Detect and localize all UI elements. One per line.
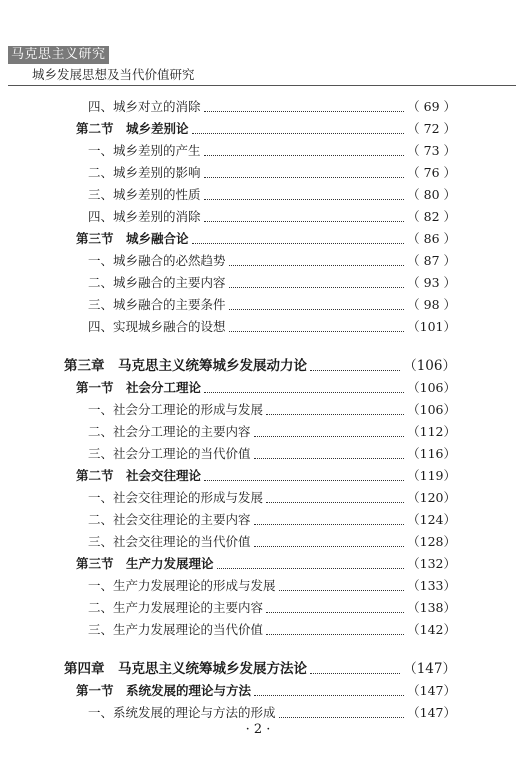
dot-leader [229, 279, 405, 288]
toc-item [88, 294, 456, 316]
toc-item [88, 531, 456, 553]
dot-leader [204, 147, 405, 156]
toc-page: （132） [407, 556, 456, 571]
toc-title: 三、城乡融合的主要条件 [88, 297, 226, 312]
toc-page: （138） [407, 600, 456, 615]
toc-page: （ 98 ） [407, 297, 456, 312]
dot-leader [204, 384, 404, 393]
toc-item [88, 575, 456, 597]
toc-item [88, 619, 456, 641]
toc-section [76, 118, 456, 140]
toc-title: 三、社会交往理论的当代价值 [88, 534, 251, 549]
toc-page: （ 76 ） [407, 165, 456, 180]
toc-title: 三、城乡差别的性质 [88, 187, 201, 202]
toc-item [88, 487, 456, 509]
toc-page: （124） [407, 512, 456, 527]
toc-page: （ 73 ） [407, 143, 456, 158]
dot-leader [254, 428, 405, 437]
toc-page: （120） [407, 490, 456, 505]
toc-item [88, 421, 456, 443]
toc-item [88, 702, 456, 724]
dot-leader [279, 582, 405, 591]
dot-leader [192, 125, 405, 134]
toc-item [88, 250, 456, 272]
toc-page: （147） [407, 705, 456, 720]
dot-leader [204, 103, 405, 112]
toc-section [76, 465, 456, 487]
toc-item [88, 509, 456, 531]
toc-title: 第三节 生产力发展理论 [76, 556, 214, 571]
toc-title: 第三章 马克思主义统筹城乡发展动力论 [64, 358, 307, 374]
toc-item [88, 597, 456, 619]
dot-leader [254, 687, 404, 696]
book-title: 城乡发展思想及当代价值研究 [32, 67, 195, 82]
dot-leader [204, 169, 405, 178]
toc-page: （ 93 ） [407, 275, 456, 290]
toc-section [76, 553, 456, 575]
toc-title: 一、社会交往理论的形成与发展 [88, 490, 264, 505]
toc-page: （ 82 ） [407, 209, 456, 224]
dot-leader [266, 626, 404, 635]
toc-section [76, 228, 456, 250]
toc-page: （106） [403, 358, 456, 374]
toc-item [88, 206, 456, 228]
toc-page: （ 69 ） [407, 99, 456, 114]
toc-item [88, 96, 456, 118]
toc-item [88, 140, 456, 162]
series-tag: 马克思主义研究 [8, 46, 109, 64]
toc-item [88, 316, 456, 338]
dot-leader [204, 213, 405, 222]
dot-leader [266, 604, 404, 613]
toc-page: （116） [407, 446, 456, 461]
page-number: · 2 · [245, 722, 271, 737]
toc-title: 一、城乡差别的产生 [88, 143, 201, 158]
toc-page: （ 72 ） [407, 121, 456, 136]
toc-page: （142） [407, 622, 456, 637]
toc-chapter [64, 658, 456, 680]
toc-title: 二、社会分工理论的主要内容 [88, 424, 251, 439]
toc-section [76, 377, 456, 399]
toc-title: 一、生产力发展理论的形成与发展 [88, 578, 276, 593]
dot-leader [229, 301, 405, 310]
toc-title: 三、社会分工理论的当代价值 [88, 446, 251, 461]
dot-leader [254, 450, 405, 459]
toc-title: 二、城乡融合的主要内容 [88, 275, 226, 290]
dot-leader [229, 257, 405, 266]
toc-title: 二、城乡差别的影响 [88, 165, 201, 180]
toc-title: 第三节 城乡融合论 [76, 231, 189, 246]
toc-page: （128） [407, 534, 456, 549]
toc-page: （112） [407, 424, 456, 439]
toc-title: 二、社会交往理论的主要内容 [88, 512, 251, 527]
dot-leader [229, 323, 405, 332]
toc-title: 四、城乡对立的消除 [88, 99, 201, 114]
toc-title: 第一节 系统发展的理论与方法 [76, 683, 252, 698]
toc-title: 三、生产力发展理论的当代价值 [88, 622, 264, 637]
dot-leader [310, 665, 400, 674]
toc-page: （ 86 ） [407, 231, 456, 246]
toc-title: 第四章 马克思主义统筹城乡发展方法论 [64, 661, 307, 677]
toc-title: 第二节 城乡差别论 [76, 121, 189, 136]
toc-title: 一、系统发展的理论与方法的形成 [88, 705, 276, 720]
toc-item [88, 399, 456, 421]
dot-leader [204, 191, 405, 200]
toc-item [88, 443, 456, 465]
dot-leader [310, 362, 400, 371]
toc-title: 一、社会分工理论的形成与发展 [88, 402, 264, 417]
dot-leader [266, 494, 404, 503]
toc-page: （ 80 ） [407, 187, 456, 202]
dot-leader [204, 472, 404, 481]
toc-page: （ 87 ） [407, 253, 456, 268]
toc-page: （119） [407, 468, 456, 483]
toc-section [76, 680, 456, 702]
dot-leader [266, 406, 404, 415]
toc-title: 一、城乡融合的必然趋势 [88, 253, 226, 268]
dot-leader [217, 560, 405, 569]
toc-page: （106） [407, 380, 456, 395]
toc-item [88, 272, 456, 294]
toc-title: 第一节 社会分工理论 [76, 380, 202, 395]
dot-leader [279, 709, 405, 718]
toc-chapter [64, 355, 456, 377]
toc-page: （147） [403, 661, 456, 677]
dot-leader [192, 235, 405, 244]
toc-title: 第二节 社会交往理论 [76, 468, 202, 483]
toc-page: （106） [407, 402, 456, 417]
dot-leader [254, 516, 405, 525]
toc-title: 四、实现城乡融合的设想 [88, 319, 226, 334]
toc-title: 二、生产力发展理论的主要内容 [88, 600, 264, 615]
toc-item [88, 162, 456, 184]
toc-page: （147） [407, 683, 456, 698]
toc-title: 四、城乡差别的消除 [88, 209, 201, 224]
toc-item [88, 184, 456, 206]
toc-page: （133） [407, 578, 456, 593]
toc-page: （101） [407, 319, 456, 334]
dot-leader [254, 538, 405, 547]
